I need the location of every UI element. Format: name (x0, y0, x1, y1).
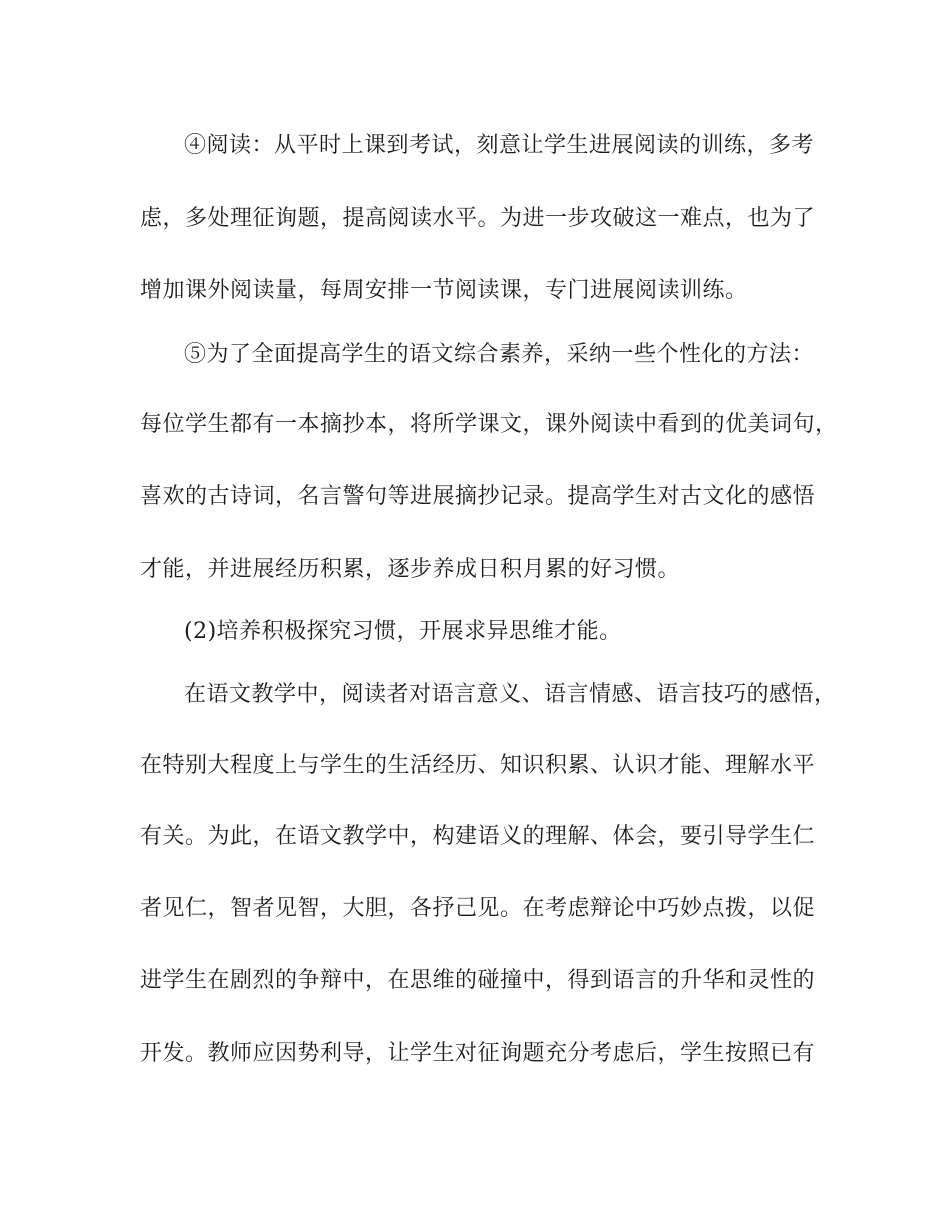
text-line-4: ⑤为了全面提高学生的语文综合素养，采纳一些个性化的方法： (184, 342, 815, 367)
text-line-9: 在语文教学中，阅读者对语言意义、语言情感、语言技巧的感悟， (184, 682, 837, 707)
text-line-11: 有关。为此，在语文教学中，构建语义的理解、体会，要引导学生仁 (140, 824, 816, 849)
text-line-3: 增加课外阅读量，每周安排一节阅读课，专门进展阅读训练。 (140, 278, 748, 303)
text-line-1: ④阅读：从平时上课到考试，刻意让学生进展阅读的训练，多考 (184, 133, 815, 158)
text-line-8: (2)培养积极探究习惯，开展求异思维才能。 (184, 619, 622, 644)
text-line-5: 每位学生都有一本摘抄本，将所学课文，课外阅读中看到的优美词句， (140, 412, 838, 437)
text-line-10: 在特别大程度上与学生的生活经历、知识积累、认识才能、理解水平 (140, 753, 816, 778)
text-line-13: 进学生在剧烈的争辩中，在思维的碰撞中，得到语言的升华和灵性的 (140, 968, 816, 993)
text-line-2: 虑，多处理征询题，提高阅读水平。为进一步攻破这一难点，也为了 (140, 206, 816, 231)
text-line-7: 才能，并进展经历积累，逐步养成日积月累的好习惯。 (140, 557, 681, 582)
text-line-14: 开发。教师应因势利导，让学生对征询题充分考虑后，学生按照已有 (140, 1041, 816, 1066)
text-line-6: 喜欢的古诗词，名言警句等进展摘抄记录。提高学生对古文化的感悟 (140, 484, 816, 509)
text-line-12: 者见仁，智者见智，大胆，各抒己见。在考虑辩论中巧妙点拨，以促 (140, 896, 816, 921)
